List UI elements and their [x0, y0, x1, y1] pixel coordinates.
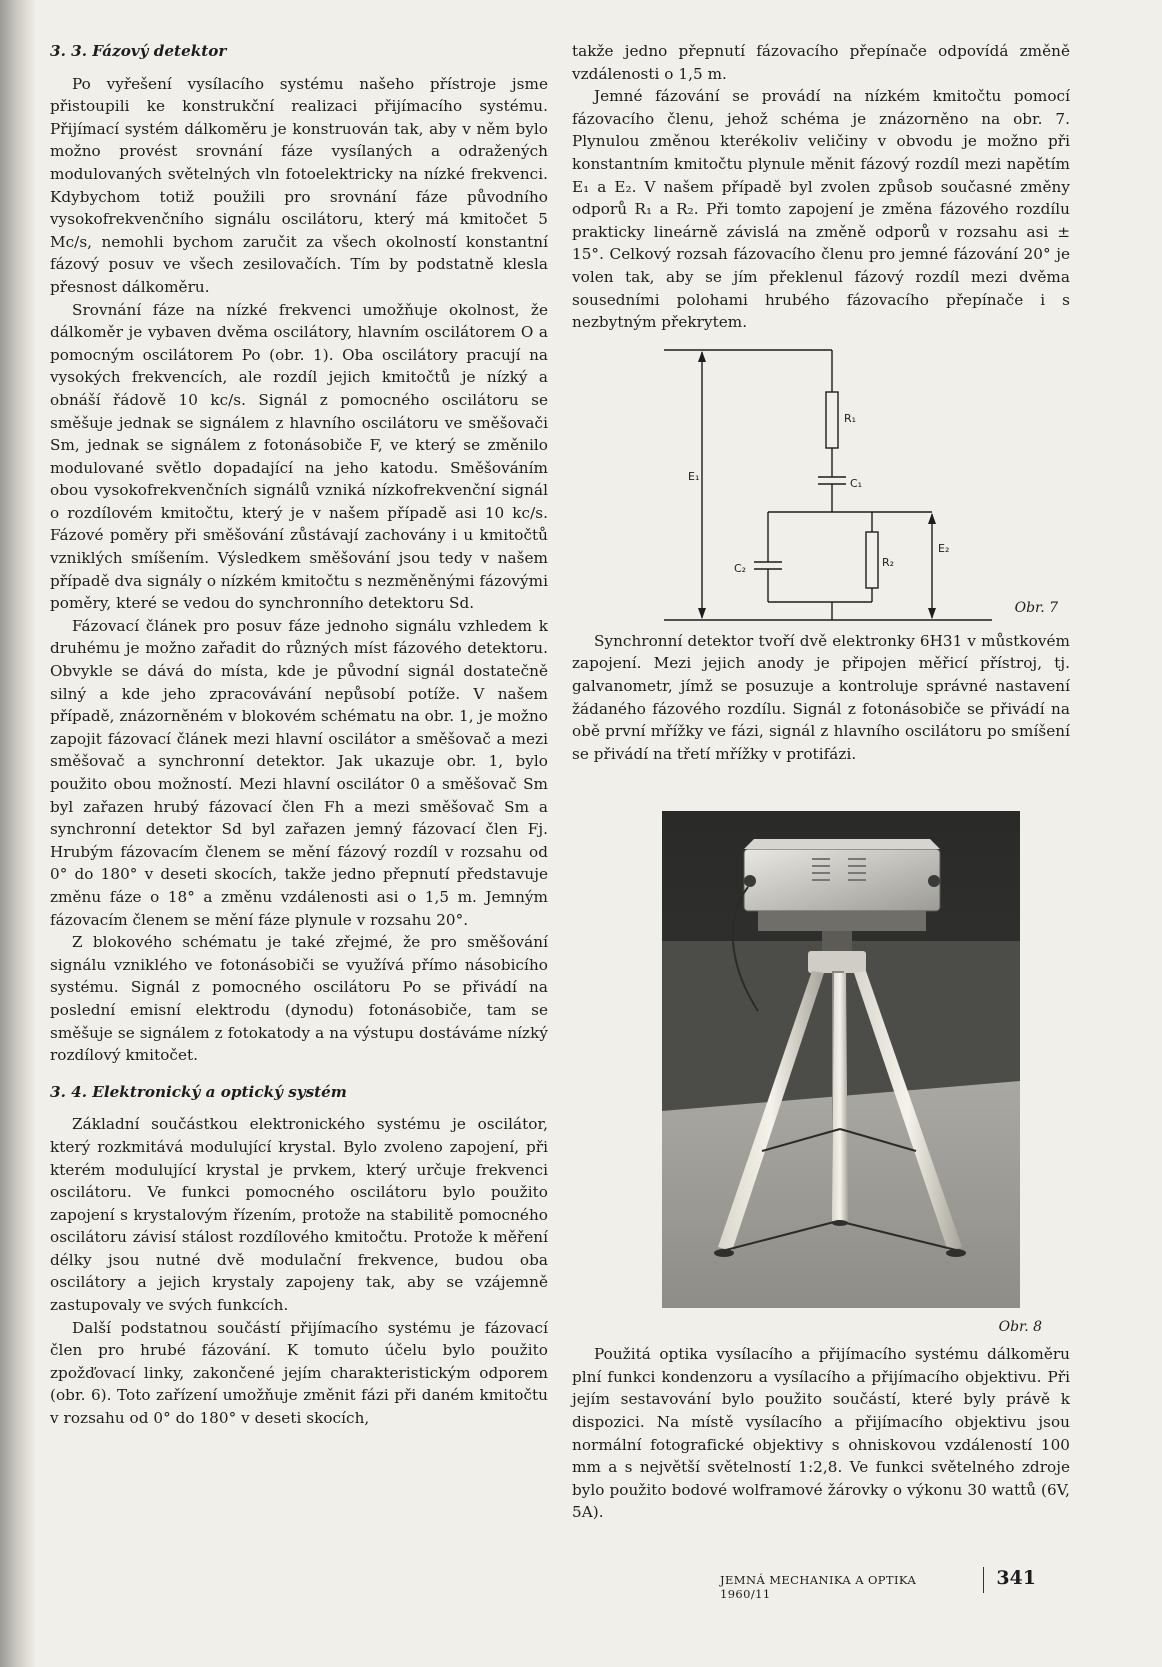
paragraph: Použitá optika vysílacího a přijímacího systému dálkoměru plní funkci kondenzoru a vysílacího a přijímacího objektivu. Při jejím sestavování bylo použito součástí, které byly právě k dispozici. Na místě vysílacího a přijímacího objektivu jsou normální fotografické objektivy s ohniskovou vzdáleností 100 mm a s největší světelností 1:2,8. Ve funkci světelného zdroje bylo použito bodové wolframové žárovky o výkonu 30 wattů (6V, 5A).: [572, 1345, 1070, 1522]
label-e1: E₁: [688, 469, 700, 483]
circuit-schematic: [572, 340, 1070, 630]
page-gutter-shadow: [0, 0, 36, 1667]
figure-8-caption: Obr. 8: [998, 1319, 1042, 1336]
page-footer: [720, 1565, 1070, 1601]
left-column: [50, 40, 548, 1430]
journal-name: JEMNÁ MECHANIKA A OPTIKA 1960/11: [720, 1573, 917, 1601]
figure-8-rangefinder-photo: [572, 811, 1070, 1343]
paragraph: Fázovací článek pro posuv fáze jednoho signálu vzhledem k druhému je možno zařadit do různých míst fázového detektoru. Obvykle se dává do místa, kde je původní signál dostatečně silný a kde jeho zpracovávání nepůsobí potíže. V našem případě, znázorněném v blokovém schématu na obr. 1, je možno zapojit fázovací článek mezi hlavní oscilátor a směšovač a mezi směšovač a synchronní detektor. Jak ukazuje obr. 1, bylo použito obou možností. Mezi hlavní oscilátor 0 a směšovač Sm byl zařazen hrubý fázovací člen Fh a mezi směšovač Sm a synchronní detektor Sd byl zařazen jemný fázovací člen Fj. Hrubým fázovacím členem se mění fázový rozdíl v rozsahu od 0° do 180° v deseti skocích, takže jedno přepnutí představuje změnu fáze o 18° a změnu vzdálenosti asi o 1,5 m. Jemným fázovacím členem se mění fáze plynule v rozsahu 20°.: [50, 616, 548, 929]
paragraph: takže jedno přepnutí fázovacího přepínače odpovídá změně vzdálenosti o 1,5 m.: [572, 42, 1070, 83]
footer-divider: [983, 1567, 985, 1593]
paragraph: Další podstatnou součástí přijímacího systému je fázovací člen pro hrubé fázování. K tomuto účelu bylo použito zpožďovací linky, zakončené jejím charakteristickým odporem (obr. 6). Toto zařízení umožňuje změnit fázi při daném kmitočtu v rozsahu od 0° do 180° v deseti skocích,: [50, 1318, 548, 1428]
label-r2: R₂: [882, 555, 895, 569]
label-r1: R₁: [844, 411, 857, 425]
paragraph: Srovnání fáze na nízké frekvenci umožňuje okolnost, že dálkoměr je vybaven dvěma oscilátory, hlavním oscilátorem O a pomocným oscilátorem Po (obr. 1). Oba oscilátory pracují na vysokých frekvencích, ale rozdíl jejich kmitočtů je nízký a obnáší řádově 10 kc/s. Signál z pomocného oscilátoru se směšuje jednak se signálem z hlavního oscilátoru ve směšovači Sm, jednak se signálem z fotonásobiče F, ve který se změnilo modulované světlo dopadající na jeho katodu. Směšováním obou vysokofrekvenčních signálů vzniká nízkofrekvenční signál o rozdílovém kmitočtu, který je v našem případě asi 10 kc/s. Fázové poměry při směšování zůstávají zachovány i u kmitočtů vzniklých smíšením. Výsledkem směšování jsou tedy v našem případě dva signály o nízkém kmitočtu s nezměněnými fázovými poměry, které se vedou do synchronního detektoru Sd.: [50, 300, 549, 613]
paragraph: Základní součástkou elektronického systému je oscilátor, který rozkmitává modulující krystal. Bylo zvoleno zapojení, při kterém modulující krystal je prvkem, který určuje frekvenci oscilátoru. Ve funkci pomocného oscilátoru bylo použito zapojení s krystalovým řízením, protože na stabilitě pomocného oscilátoru závisí stálost rozdílového kmitočtu. Protože k měření délky jsou nutné dvě modulační frekvence, budou oba oscilátory a jejich krystaly zapojeny tak, aby se vzájemně zastupovaly ve svých funkcích.: [50, 1115, 548, 1315]
right-column: [572, 40, 1070, 1524]
tripod-photo: [662, 811, 1020, 1308]
resistor-r2: [866, 532, 878, 588]
label-e2: E₂: [938, 541, 950, 555]
section-heading-3-3: 3. 3. Fázový detektor: [50, 42, 227, 60]
resistor-r1: [826, 392, 838, 448]
paragraph: Synchronní detektor tvoří dvě elektronky 6H31 v můstkovém zapojení. Mezi jejich anody je připojen měřicí přístroj, tj. galvanometr, jímž se posuzuje a kontroluje správné nastavení žádaného fázového rozdílu. Signál z fotonásobiče se přivádí na obě první mřížky ve fázi, signál z hlavního oscilátoru po smíšení se přivádí na třetí mřížky v protifázi.: [572, 631, 1070, 763]
section-heading-3-4: 3. 4. Elektronický a optický systém: [50, 1082, 347, 1101]
label-c1: C₁: [850, 476, 863, 490]
paragraph: Z blokového schématu je také zřejmé, že pro směšování signálu vzniklého ve fotonásobiči se využívá přímo násobicího systému. Signál z pomocného oscilátoru Po se přivádí na poslední emisní elektrodu (dynodu) fotonásobiče, tam se směšuje se signálem z fotokatody a na výstupu dostáváme nízký rozdílový kmitočet.: [50, 933, 548, 1065]
label-c2: C₂: [734, 561, 747, 575]
paragraph: Po vyřešení vysílacího systému našeho přístroje jsme přistoupili ke konstrukční realizaci přijímacího systému. Přijímací systém dálkoměru je konstruován tak, aby v něm bylo možno provést srovnání fáze vysílaných a odražených modulovaných světelných vln fotoelektricky na nízké frekvenci. Kdybychom totiž použili pro srovnání fáze původního vysokofrekvenčního signálu oscilátoru, který má kmitočet 5 Mc/s, nemohli bychom zaručit za všech okolností konstantní fázový posuv ve všech zesilovačích. Tím by podstatně klesla přesnost dálkoměru.: [50, 74, 548, 296]
page-number: 341: [996, 1567, 1036, 1589]
paragraph: Jemné fázování se provádí na nízkém kmitočtu pomocí fázovacího členu, jehož schéma je znázorněno na obr. 7. Plynulou změnou kterékoliv veličiny v obvodu je možno při konstantním kmitočtu plynule měnit fázový rozdíl mezi napětím E₁ a E₂. V našem případě byl zvolen způsob současné změny odporů R₁ a R₂. Při tomto zapojení je změna fázového rozdílu prakticky lineárně závislá na změně odporů v rozsahu asi ± 15°. Celkový rozsah fázovacího členu pro jemné fázování 20° je volen tak, aby se jím překlenul fázový rozdíl mezi dvěma sousedními polohami hrubého fázovacího přepínače i s nezbytným překrytem.: [572, 87, 1070, 332]
figure-7-phase-shifter-schematic: [572, 340, 1070, 630]
figure-7-caption: Obr. 7: [1014, 599, 1058, 616]
